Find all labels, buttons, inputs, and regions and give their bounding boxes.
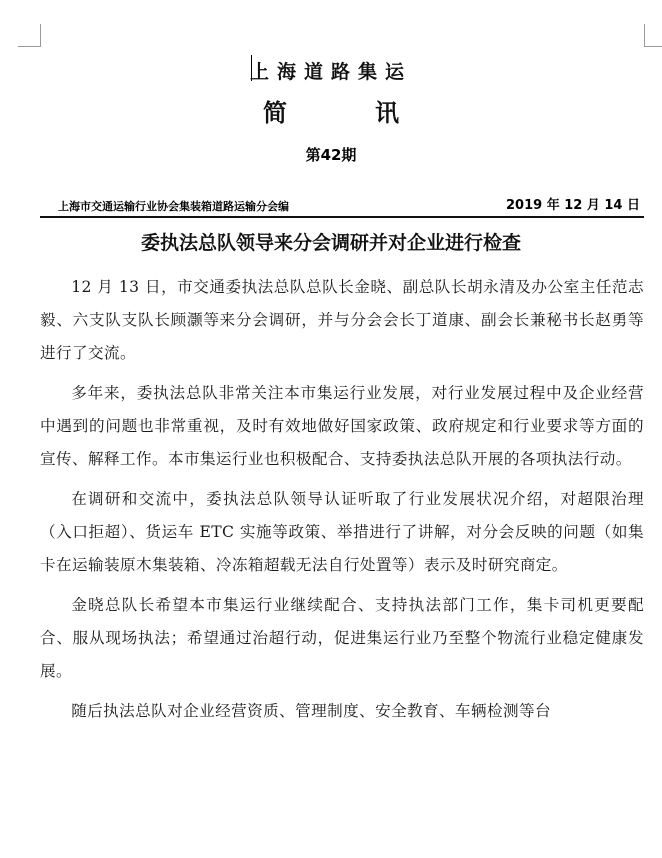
bulletin-title-left: 简: [263, 99, 287, 127]
bulletin-title-right: 讯: [375, 99, 399, 127]
article-paragraph: 在调研和交流中，委执法总队领导认证听取了行业发展状况介绍，对超限治理（入口拒超）、货运车 ETC 实施等政策、举措进行了讲解，对分会反映的问题（如集卡在运输装原木集装箱、冷冻箱超载无法自行处置等）表示及时研究商定。: [40, 490, 644, 574]
article-paragraph: 金晓总队长希望本市集运行业继续配合、支持执法部门工作，集卡司机更要配合、服从现场执法；希望通过治超行动，促进集运行业乃至整个物流行业稳定健康发展。: [40, 596, 644, 680]
article-body: [40, 271, 644, 735]
publisher-line: 上海市交通运输行业协会集装箱道路运输分会编: [58, 200, 289, 213]
crop-mark-top-left-vertical: [40, 24, 41, 47]
organization-title: 上海道路集运: [249, 61, 412, 83]
bulletin-title: [0, 93, 662, 128]
crop-mark-top-right-horizontal: [644, 46, 662, 47]
issue-number: 第42期: [305, 146, 357, 164]
article-headline: 委执法总队领导来分会调研并对企业进行检查: [140, 232, 521, 254]
article-paragraph: 12 月 13 日，市交通委执法总队总队长金晓、副总队长胡永清及办公室主任范志毅、六支队支队长顾灏等来分会调研，并与分会会长丁道康、副会长兼秘书长赵勇等进行了交流。: [40, 278, 644, 362]
article-paragraph: 随后执法总队对企业经营资质、管理制度、安全教育、车辆检测等台: [71, 702, 552, 720]
publish-date: 2019 年 12 月 14 日: [506, 198, 640, 213]
header-divider: [40, 216, 644, 218]
article-paragraph: 多年来，委执法总队非常关注本市集运行业发展，对行业发展过程中及企业经营中遇到的问题也非常重视，及时有效地做好国家政策、政府规定和行业要求等方面的宣传、解释工作。本市集运行业也积极配合、支持委执法总队开展的各项执法行动。: [40, 384, 644, 468]
crop-mark-top-right-vertical: [644, 24, 645, 47]
crop-mark-top-left-horizontal: [18, 46, 40, 47]
